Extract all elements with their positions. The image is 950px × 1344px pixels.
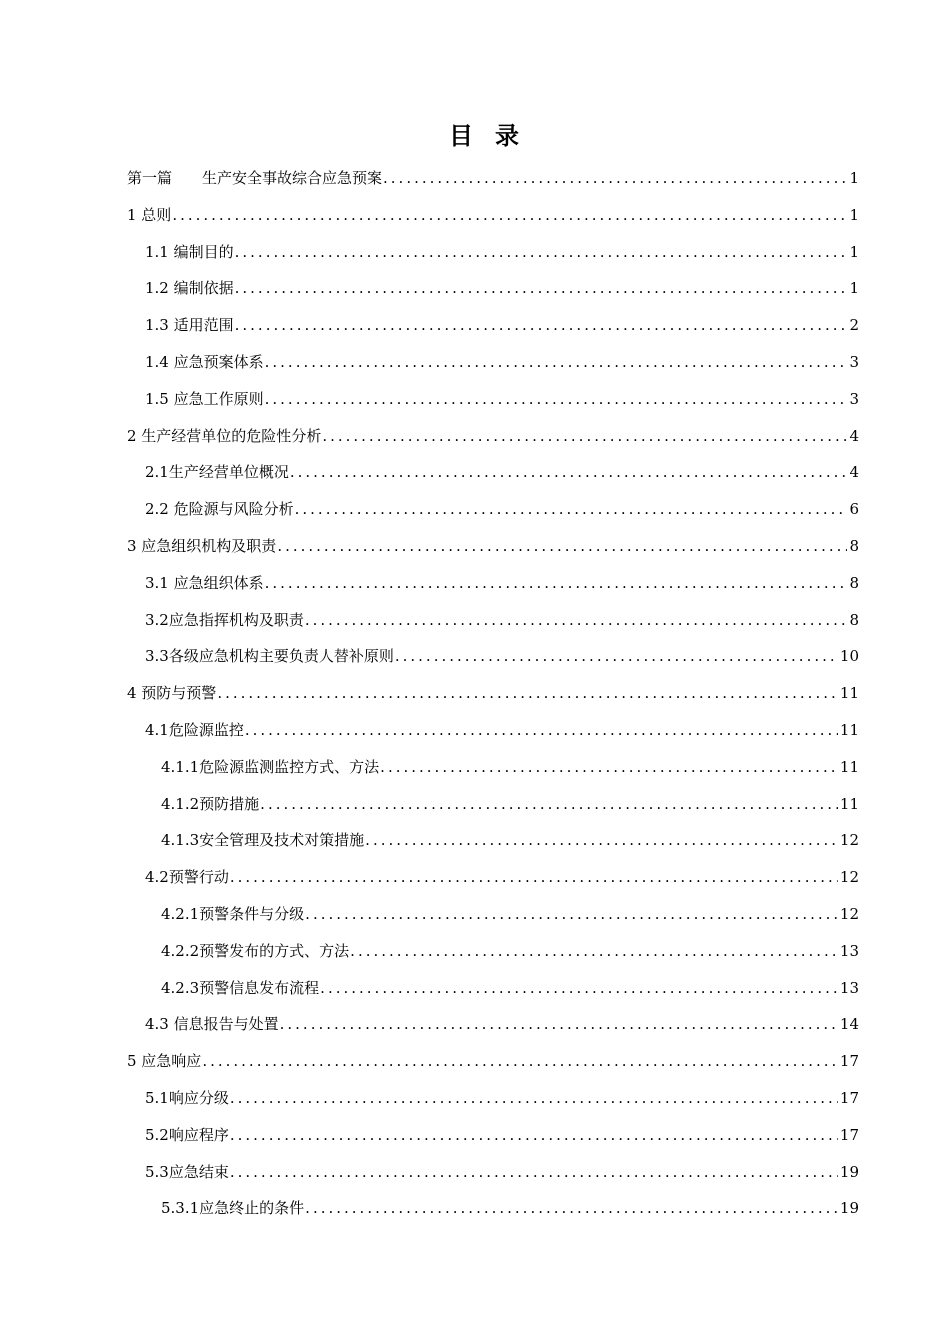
toc-entry-label: 4 预防与预警 [127,684,217,703]
toc-entry-label: 4.1.3安全管理及技术对策措施 [161,831,365,850]
toc-dot-leader [172,200,847,230]
toc-entry-page-number: 3 [849,389,859,408]
toc-entry-page-number: 11 [839,721,859,739]
toc-entry[interactable] [145,1120,859,1150]
toc-entry-page-number: 17 [839,1052,859,1071]
toc-entry[interactable] [145,457,859,487]
toc-entry-page-number: 17 [839,1125,859,1144]
toc-entry-page-number: 4 [849,426,859,445]
toc-dot-leader [230,1120,838,1150]
page-title: 目录 [449,122,541,150]
toc-dot-leader [265,568,848,598]
toc-dot-leader [235,310,848,340]
toc-entry-label: 2.2 危险源与风险分析 [145,500,294,519]
toc-entry[interactable] [127,531,859,561]
toc-entry-label: 4.3 信息报告与处置 [145,1015,279,1034]
toc-entry[interactable] [145,237,859,267]
toc-dot-leader [235,237,848,267]
toc-entry-label: 5.3.1应急终止的条件 [161,1199,305,1218]
toc-entry[interactable] [127,678,859,708]
toc-entry-label: 3.1 应急组织体系 [145,573,264,592]
toc-dot-leader [380,752,838,782]
toc-entry-page-number: 19 [839,1199,859,1218]
toc-entry-label: 1.5 应急工作原则 [145,389,264,408]
toc-dot-leader [202,1046,838,1076]
toc-entry-page-number: 8 [849,537,859,555]
toc-entry-label: 1 总则 [127,205,172,224]
toc-dot-leader [235,273,848,303]
toc-entry-page-number: 10 [839,647,859,666]
toc-entry-label: 3 应急组织机构及职责 [127,537,277,555]
toc-dot-leader [265,384,848,414]
toc-dot-leader [305,605,848,635]
toc-entry[interactable] [127,200,859,230]
toc-entry-label: 2.1生产经营单位概况 [145,463,289,482]
toc-dot-leader [320,973,838,1003]
toc-entry-label: 5.1响应分级 [145,1089,229,1107]
toc-dot-leader [295,494,848,524]
toc-entry-page-number: 11 [839,757,859,776]
toc-entry-label: 5.3应急结束 [145,1162,229,1181]
toc-entry-label: 4.1危险源监控 [145,721,244,739]
toc-entry[interactable] [161,1193,859,1223]
toc-entry-page-number: 8 [849,610,859,629]
toc-dot-leader [305,899,838,929]
toc-dot-leader [290,457,848,487]
toc-entry-label: 2 生产经营单位的危险性分析 [127,426,322,445]
toc-entry[interactable] [161,825,859,855]
toc-dot-leader [280,1009,838,1039]
toc-entry[interactable] [145,1157,859,1187]
toc-entry-label: 1.3 适用范围 [145,316,234,335]
toc-dot-leader [265,347,848,377]
toc-entry-label: 4.2.2预警发布的方式、方法 [161,941,350,960]
toc-entry-page-number: 13 [839,941,859,960]
toc-entry-page-number: 4 [849,463,859,482]
toc-entry[interactable] [145,641,859,671]
toc-dot-leader [217,678,838,708]
toc-entry-label: 4.1.2预防措施 [161,794,260,813]
toc-dot-leader [350,936,838,966]
toc-entry[interactable] [145,1009,859,1039]
toc-dot-leader [395,641,838,671]
toc-entry-page-number: 1 [849,169,859,187]
toc-entry-label: 5 应急响应 [127,1052,202,1071]
toc-dot-leader [322,421,847,451]
toc-entry-page-number: 1 [849,242,859,261]
toc-dot-leader [230,862,838,892]
toc-dot-leader [305,1193,838,1223]
toc-entry-label: 4.2预警行动 [145,868,229,887]
toc-dot-leader [260,789,838,819]
toc-entry-label: 4.1.1危险源监测监控方式、方法 [161,757,380,776]
toc-entry[interactable] [161,936,859,966]
toc-entry-page-number: 8 [849,573,859,592]
toc-entry[interactable] [161,789,859,819]
toc-entry[interactable] [145,568,859,598]
toc-entry-page-number: 11 [839,794,859,813]
toc-dot-leader [277,531,847,561]
toc-entry-page-number: 6 [849,500,859,519]
toc-dot-leader [230,1083,838,1113]
toc-entry[interactable] [145,384,859,414]
toc-entry-page-number: 12 [839,831,859,850]
toc-entry[interactable] [145,862,859,892]
toc-entry-page-number: 3 [849,353,859,371]
toc-entry-label: 1.1 编制目的 [145,242,234,261]
toc-entry-page-number: 12 [839,905,859,923]
toc-entry[interactable] [145,605,859,635]
toc-dot-leader [245,715,838,745]
toc-entry-label: 1.4 应急预案体系 [145,353,264,371]
toc-entry[interactable] [145,347,859,377]
toc-entry-page-number: 2 [849,316,859,335]
toc-entry[interactable] [127,421,859,451]
toc-entry-page-number: 11 [839,684,859,703]
toc-entry-page-number: 13 [839,978,859,997]
toc-entry[interactable] [145,310,859,340]
toc-dot-leader [230,1157,838,1187]
toc-dot-leader [383,163,847,193]
toc-entry[interactable] [161,899,859,929]
toc-entry-label: 4.2.1预警条件与分级 [161,905,305,923]
toc-entry[interactable] [145,273,859,303]
toc-entry-label: 3.3各级应急机构主要负责人替补原则 [145,647,394,666]
toc-entry-label: 4.2.3预警信息发布流程 [161,978,320,997]
toc-entry-label: 第一篇 生产安全事故综合应急预案 [127,169,383,187]
toc-entry-label: 3.2应急指挥机构及职责 [145,610,304,629]
toc-entry[interactable] [161,973,859,1003]
toc-entry[interactable] [145,494,859,524]
toc-entry-page-number: 1 [849,279,859,298]
toc-entry-label: 1.2 编制依据 [145,279,234,298]
toc-entry[interactable] [161,752,859,782]
toc-entry-label: 5.2响应程序 [145,1125,229,1144]
toc-entry-page-number: 14 [839,1015,859,1034]
toc-entry[interactable] [145,1083,859,1113]
toc-entry-page-number: 12 [839,868,859,887]
toc-entry-page-number: 17 [839,1089,859,1107]
toc-entry[interactable] [145,715,859,745]
toc-entry-page-number: 1 [849,205,859,224]
toc-entry[interactable] [127,1046,859,1076]
toc-dot-leader [365,825,838,855]
toc-entry[interactable] [127,163,859,193]
toc-entry-page-number: 19 [839,1162,859,1181]
